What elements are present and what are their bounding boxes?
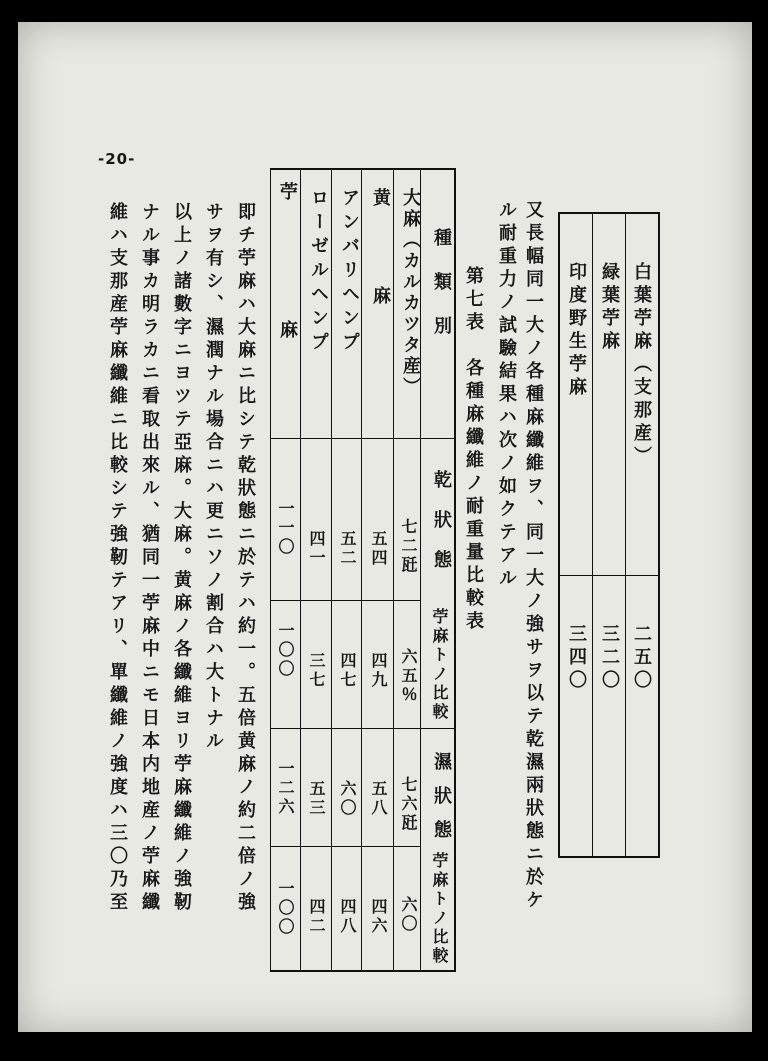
- cell-dry-ratio: 四九: [369, 652, 388, 690]
- cell-dry: 四一: [307, 530, 326, 568]
- cell-dry: 七二瓩: [399, 518, 418, 575]
- cell-dry: 五二: [338, 530, 357, 568]
- cell-wet-ratio: 四六: [369, 898, 388, 936]
- top-table-row-value: 三二〇: [599, 624, 620, 693]
- cell-dry: 五四: [369, 530, 388, 568]
- row-name: 黄麻: [370, 188, 391, 384]
- cell-wet-ratio: 四二: [307, 898, 326, 936]
- top-table-row-name: 印度野生苧麻: [566, 262, 587, 400]
- body-line-5: 維ハ支那産苧麻纖維ニ比較シテ強靭テアリ、單纖維ノ強度ハ三〇乃至: [107, 202, 128, 915]
- body-line-3: 以上ノ諸數字ニヨツテ亞麻。大麻。黄麻ノ各纖維ヨリ苧麻纖維ノ強靭: [171, 202, 192, 915]
- row-name: ローゼルヘンプ: [308, 188, 329, 356]
- top-table-row-value: 二五〇: [631, 624, 652, 693]
- cell-dry: 一一〇: [276, 500, 295, 557]
- cell-wet: 一二六: [276, 760, 295, 817]
- row-name: 苧麻: [277, 182, 298, 458]
- header-ratio-wet: 苧麻トノ比較: [430, 852, 449, 966]
- body-line-2: サヲ有シ、濕潤ナル場合ニハ更ニソノ割合ハ大トナル: [203, 202, 224, 754]
- cell-wet: 五三: [307, 780, 326, 818]
- cell-wet: 七六瓩: [399, 776, 418, 833]
- top-table-row-name: 緑葉苧麻: [599, 262, 620, 354]
- header-dry: 乾狀態: [431, 470, 452, 590]
- cell-wet-ratio: 一〇〇: [276, 880, 295, 937]
- body-line-4: ナル事カ明ラカニ看取出來ル、猶同一苧麻中ニモ日本内地産ノ苧麻纖: [139, 202, 160, 915]
- cell-wet: 六〇: [338, 780, 357, 818]
- row-name: 大麻（カルカツタ産）: [400, 188, 421, 398]
- cell-wet-ratio: 四八: [338, 898, 357, 936]
- cell-wet: 五八: [369, 780, 388, 818]
- intro-line-1: 又長幅同一大ノ各種麻纖維ヲ、同一大ノ強サヲ以テ乾濕兩狀態ニ於ケ: [523, 200, 544, 913]
- page-number: -20-: [98, 150, 136, 168]
- top-table-row-value: 三四〇: [566, 624, 587, 693]
- cell-dry-ratio: 四七: [338, 652, 357, 690]
- cell-dry-ratio: 三七: [307, 652, 326, 690]
- header-wet: 濕狀態: [431, 752, 452, 854]
- top-table-row-name: 白葉苧麻（支那産）: [631, 262, 652, 469]
- body-line-1: 即チ苧麻ハ大麻ニ比シテ乾狀態ニ於テハ約一。五倍黄麻ノ約二倍ノ強: [235, 202, 256, 915]
- table-caption: 第七表 各種麻纖維ノ耐重量比較表: [463, 266, 484, 634]
- header-ratio-dry: 苧麻トノ比較: [430, 608, 449, 722]
- cell-dry-ratio: 六五％: [399, 648, 418, 705]
- cell-wet-ratio: 六〇: [399, 896, 418, 934]
- intro-line-2: ル耐重力ノ試驗結果ハ次ノ如クテアル: [496, 200, 517, 591]
- row-name: アンバリヘンプ: [339, 188, 360, 356]
- cell-dry-ratio: 一〇〇: [276, 622, 295, 679]
- header-type: 種類別: [431, 228, 452, 360]
